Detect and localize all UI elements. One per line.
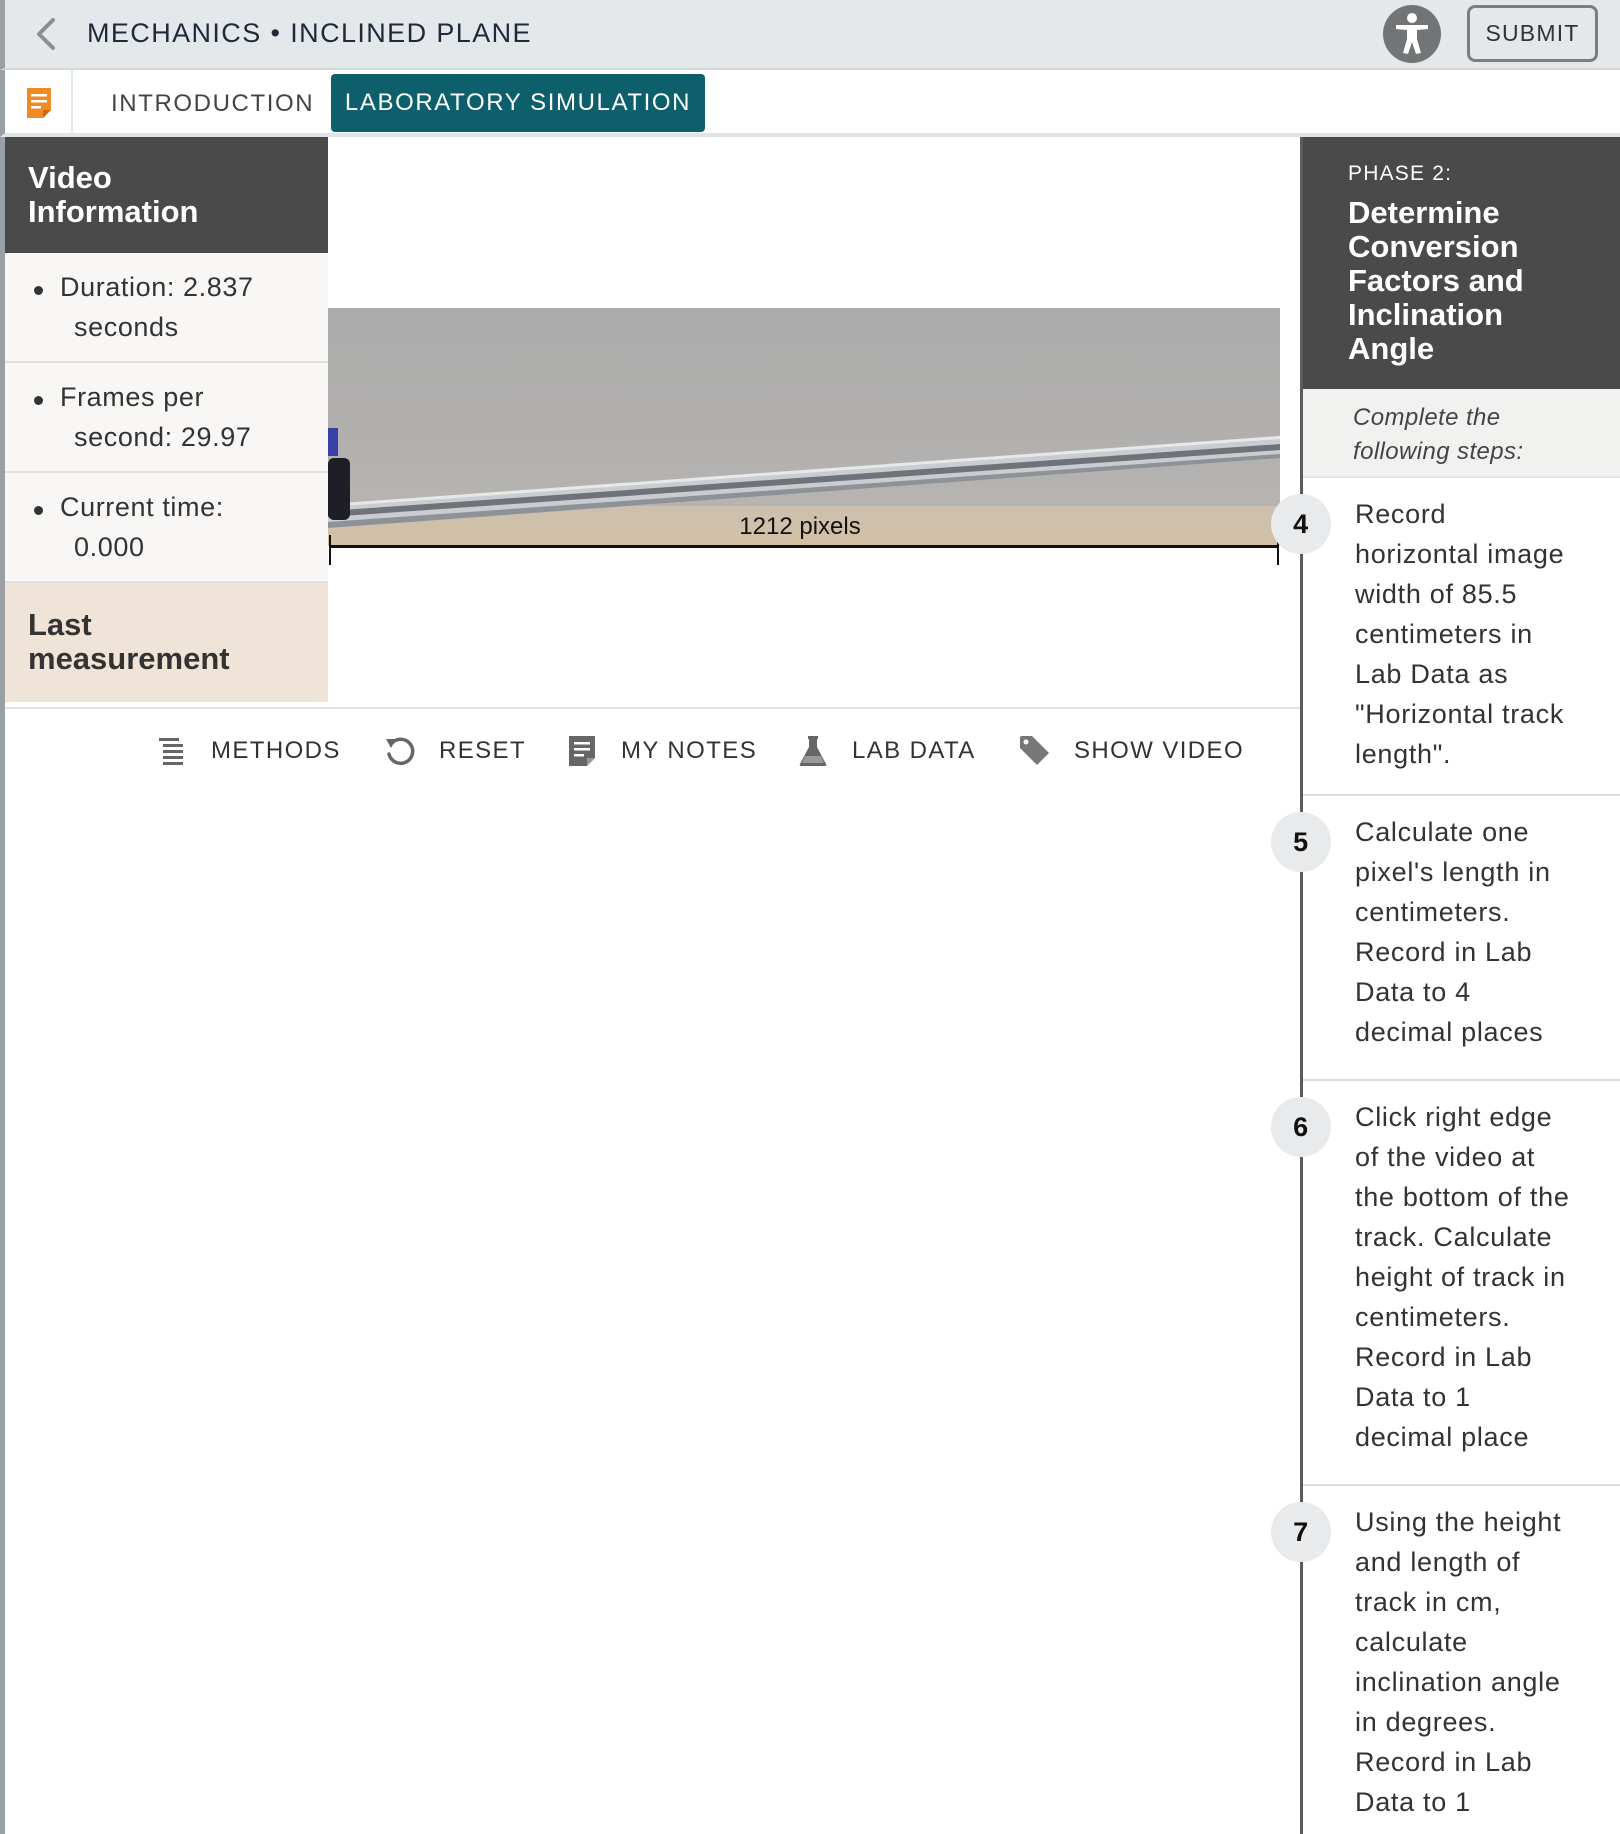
step-line: "Horizontal track (1355, 699, 1565, 729)
step-line: Data to 4 (1355, 977, 1471, 1007)
duration-item (5, 253, 328, 363)
fps-text: second: 29.97 (74, 422, 252, 452)
bullet (34, 286, 43, 295)
step-line: decimal places (1355, 1017, 1544, 1047)
page-title: MECHANICS • INCLINED PLANE (87, 18, 532, 48)
step-number: 4 (1271, 494, 1331, 554)
tab-bar (0, 70, 1620, 137)
chevron-left-icon[interactable] (27, 14, 67, 54)
video-information-panel (0, 137, 328, 702)
reset-icon (383, 734, 417, 768)
bullet (34, 506, 43, 515)
step-line: Data to 1 (1355, 1382, 1471, 1412)
notes-icon (5, 70, 73, 137)
my-notes-button[interactable] (565, 720, 757, 782)
left-edge (0, 700, 5, 1834)
step-number: 5 (1271, 812, 1331, 872)
step-line: centimeters. (1355, 897, 1511, 927)
bullet (34, 396, 43, 405)
phase-panel (1293, 137, 1620, 1834)
heading-line: Information (28, 194, 199, 229)
notes-tab[interactable] (5, 70, 73, 137)
current-time-text: 0.000 (74, 532, 145, 562)
instruction-line: following steps: (1353, 438, 1524, 465)
step-line: decimal place (1355, 1422, 1530, 1452)
phase-title-line: Angle (1348, 331, 1435, 366)
step-line: calculate (1355, 1627, 1468, 1657)
fps-item (5, 363, 328, 473)
step-item (1293, 796, 1620, 1081)
step-line: Data to 1 (1355, 1787, 1471, 1817)
step-line: Lab Data as (1355, 659, 1509, 689)
phase-title-line: Inclination (1348, 297, 1503, 332)
measurement-line (329, 545, 1279, 548)
step-number: 7 (1271, 1502, 1331, 1562)
methods-label: METHODS (211, 737, 341, 764)
step-line: Record in Lab (1355, 1342, 1533, 1372)
phase-instructions (1303, 389, 1620, 478)
lab-data-button[interactable] (796, 720, 976, 782)
methods-button[interactable] (155, 720, 341, 782)
fps-text: Frames per (60, 382, 205, 412)
step-item (1293, 1081, 1620, 1486)
phase-label: PHASE 2: (1348, 162, 1453, 185)
toolbar (0, 720, 1300, 782)
step-line: width of 85.5 (1355, 579, 1518, 609)
submit-button[interactable]: SUBMIT (1467, 5, 1598, 62)
accessibility-icon (1383, 5, 1441, 63)
step-line: Calculate one (1355, 817, 1530, 847)
lab-data-label: LAB DATA (852, 737, 976, 764)
step-line: pixel's length in (1355, 857, 1551, 887)
reset-button[interactable] (383, 720, 526, 782)
step-line: Using the height (1355, 1507, 1562, 1537)
step-line: centimeters in (1355, 619, 1533, 649)
current-time-item (5, 473, 328, 583)
inclined-track (328, 308, 1280, 546)
tab-introduction[interactable]: INTRODUCTION (93, 80, 332, 127)
last-measurement (5, 583, 328, 702)
show-video-button[interactable] (1018, 720, 1244, 782)
phase-title-line: Factors and (1348, 263, 1524, 298)
step-number: 6 (1271, 1097, 1331, 1157)
phase-title-line: Determine (1348, 195, 1500, 230)
step-line: length". (1355, 739, 1452, 769)
list-icon (155, 734, 189, 768)
phase-title (1348, 196, 1620, 366)
last-measurement-line: Last (28, 607, 92, 642)
accessibility-button[interactable] (1383, 5, 1441, 63)
step-line: Record (1355, 499, 1447, 529)
step-item (1293, 478, 1620, 796)
duration-text: Duration: 2.837 (60, 272, 254, 302)
step-line: Record in Lab (1355, 937, 1533, 967)
phase-title-line: Conversion (1348, 229, 1519, 264)
toolbar-divider (0, 707, 1300, 709)
step-line: track in cm, (1355, 1587, 1502, 1617)
step-line: of the video at (1355, 1142, 1536, 1172)
phase-header (1303, 137, 1620, 389)
current-time-text: Current time: (60, 492, 224, 522)
measurement-tick-left (329, 535, 331, 565)
step-item (1293, 1486, 1620, 1834)
step-line: track. Calculate (1355, 1222, 1553, 1252)
tag-icon (1018, 734, 1052, 768)
duration-text: seconds (74, 312, 179, 342)
flask-icon (796, 734, 830, 768)
instruction-line: Complete the (1353, 404, 1501, 431)
video-information-heading (5, 137, 328, 253)
step-line: Click right edge (1355, 1102, 1553, 1132)
note-icon (565, 734, 599, 768)
step-line: centimeters. (1355, 1302, 1511, 1332)
top-bar (0, 0, 1620, 70)
step-line: horizontal image (1355, 539, 1565, 569)
step-line: height of track in (1355, 1262, 1566, 1292)
heading-line: Video (28, 160, 112, 195)
tab-laboratory-simulation[interactable]: LABORATORY SIMULATION (331, 74, 705, 132)
step-line: Record in Lab (1355, 1747, 1533, 1777)
reset-label: RESET (439, 737, 527, 764)
video-frame[interactable] (328, 308, 1280, 546)
step-line: the bottom of the (1355, 1182, 1570, 1212)
show-video-label: SHOW VIDEO (1074, 737, 1245, 764)
my-notes-label: MY NOTES (621, 737, 758, 764)
last-measurement-line: measurement (28, 641, 230, 676)
measurement-label: 1212 pixels (739, 513, 861, 540)
step-line: in degrees. (1355, 1707, 1497, 1737)
step-line: inclination angle (1355, 1667, 1561, 1697)
step-line: and length of (1355, 1547, 1521, 1577)
